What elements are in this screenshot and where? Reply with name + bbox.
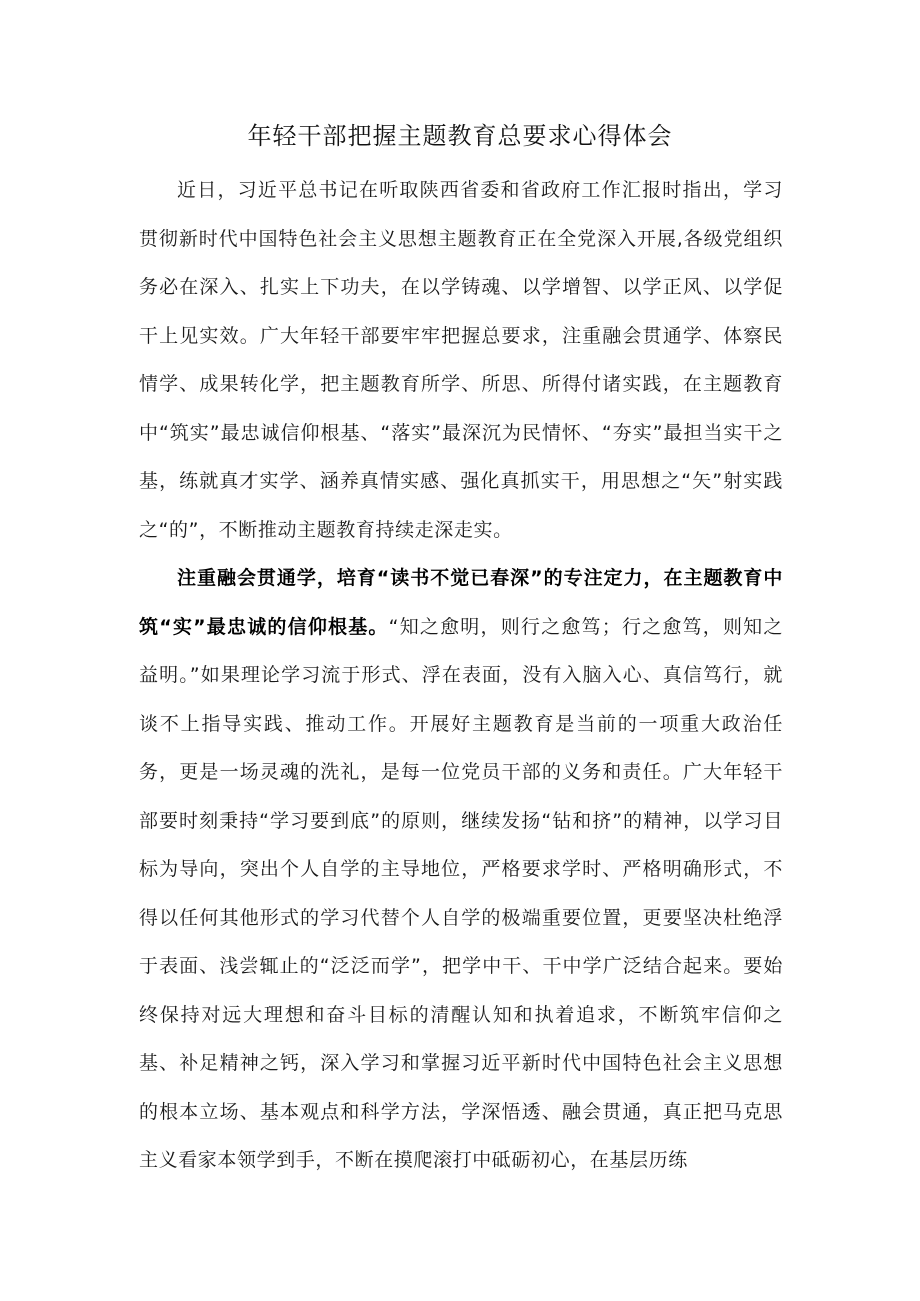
document-body <box>139 166 783 1185</box>
document-title: 年轻干部把握主题教育总要求心得体会 <box>247 122 673 150</box>
paragraph-text: 近日，习近平总书记在听取陕西省委和省政府工作汇报时指出，学习贯彻新时代中国特色社会主义思想主题教育正在全党深入开展,各级党组织务必在深入、扎实上下功夫，在以学铸魂、以学增智、以学正风、以学促干上见实效。广大年轻干部要牢牢把握总要求，注重融会贯通学、体察民情学、成果转化学，把主题教育所学、所思、所得付诸实践，在主题教育中“筑实”最忠诚信仰根基、“落实”最深沉为民情怀、“夯实”最担当实干之基，练就真才实学、涵养真情实感、强化真抓实干，用思想之“矢”射实践之“的”，不断推动主题教育持续走深走实。 <box>139 179 783 541</box>
paragraph-text: “知之愈明，则行之愈笃；行之愈笃，则知之益明。”如果理论学习流于形式、浮在表面，没有入脑入心、真信笃行，就谈不上指导实践、推动工作。开展好主题教育是当前的一项重大政治任务，更是一场灵魂的洗礼，是每一位党员干部的义务和责任。广大年轻干部要时刻秉持“学习要到底”的原则，继续发扬“钻和挤”的精神，以学习目标为导向，突出个人自学的主导地位，严格要求学时、严格明确形式，不得以任何其他形式的学习代替个人自学的极端重要位置，更要坚决杜绝浮于表面、浅尝辄止的“泛泛而学”，把学中干、干中学广泛结合起来。要始终保持对远大理想和奋斗目标的清醒认知和执着追求，不断筑牢信仰之基、补足精神之钙，深入学习和掌握习近平新时代中国特色社会主义思想的根本立场、基本观点和科学方法，学深悟透、融会贯通，真正把马克思主义看家本领学到手，不断在摸爬滚打中砥砺初心，在基层历练 <box>139 615 783 1171</box>
paragraph-lead: 注重融会贯通学，培育“读书不觉已春深”的专注定力，在主题教育中筑“实”最忠诚的信仰根基。 <box>139 567 783 638</box>
paragraph-intro <box>139 166 783 554</box>
paragraph-section-1 <box>139 554 783 1185</box>
